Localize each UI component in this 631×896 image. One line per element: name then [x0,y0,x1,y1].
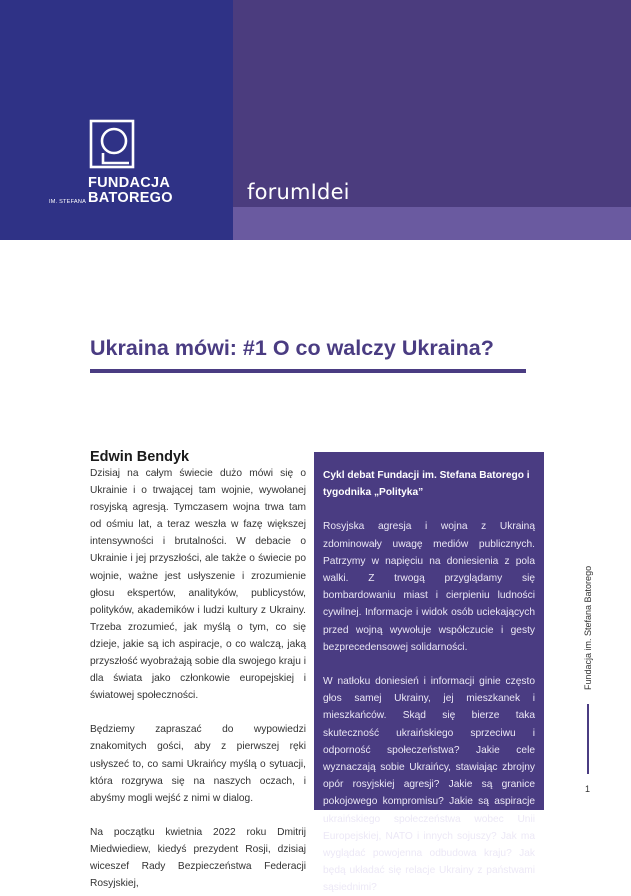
margin-side-label: Fundacja im. Stefana Batorego [583,565,593,690]
series-info-paragraph: Rosyjska agresja i wojna z Ukrainą zdominowały uwagę mediów publicznych. Patrzymy w napięciu na doniesienia z pola walki. Z trwogą przyglądamy się bombardowaniu miast i cierpieniu ludności cywilnej. Informacje i widok osób uciekających przed wojną wywołuje współczucie i gesty bezprecedensowej solidarności. [323,521,535,653]
series-info-title: Cykl debat Fundacji im. Stefana Batorego i tygodnika „Polityka” [323,470,530,499]
author-name: Edwin Bendyk [90,449,190,465]
article-title: Ukraina mówi: #1 O co walczy Ukraina? [90,336,494,360]
page-number: 1 [585,784,591,794]
logo-text-batorego: BATOREGO [88,190,173,206]
title-underline [90,369,526,373]
brand-forumidei: forumIdei [247,180,350,204]
logo-text-im-stefana: IM. STEFANA [49,199,87,205]
margin-rule [587,704,589,774]
header-right-panel [233,0,631,240]
series-info-paragraph: W natłoku doniesień i informacji ginie często głos samej Ukrainy, jej mieszkanek i mieszkańców. Skąd się bierze taka skuteczność ukraińskiego sprzeciwu i odporność społeczeństwa? Jakie cele wyznaczają sobie Ukraińcy, stawiając zbrojny opór rosyjskiej agresji? Jakie są granice pokojowego kompromisu? Jakie są aspiracje ukraińskiego społeczeństwa wobec Unii Europejskiej, NATO i innych sojuszy? Jak ma wyglądać powojenna odbudowa kraju? Jak będą układać się relacje Ukrainy z państwami sąsiednimi? [323,676,535,894]
body-paragraph: Na początku kwietnia 2022 roku Dmitrij Miedwiediew, kiedyś prezydent Rosji, dzisiaj wiceszef Rady Bezpieczeństwa Federacji Rosyjskiej, [90,826,306,890]
body-paragraph: Dzisiaj na całym świecie dużo mówi się o Ukrainie i o trwającej tam wojnie, wywołanej rosyjską agresją. Tymczasem wojna trwa tam od ośmiu lat, a teraz weszła w fazę większej intensywności i brutalności. W debacie o Ukrainie i jej przyszłości, ale także o świecie po wojnie, ważne jest usłyszenie i zrozumienie głosu ekspertów, analityków, publicystów, polityków, akademików i ludzi kultury z Ukrainy. Trzeba zrozumieć, jak myślą o tym, co się dzieje, jakie są ich aspiracje, o co walczą, jaką przyszłość wyobrażają sobie dla swojego kraju i dla świata jako członkowie europejskiej i światowej społeczności. [90,468,306,702]
series-info-box [314,452,544,894]
body-paragraph: Będziemy zapraszać do wypowiedzi znakomitych gości, aby z pierwszej ręki usłyszeć to, co sami Ukraińcy myślą o sytuacji, która rozgrywa się na naszych oczach, i abyśmy mogli wejść z nimi w dialog. [90,724,306,804]
article-body [90,465,306,896]
foundation-logo-icon [89,119,135,169]
header-stripe [233,207,631,240]
logo-text-fundacja: FUNDACJA [88,175,171,191]
